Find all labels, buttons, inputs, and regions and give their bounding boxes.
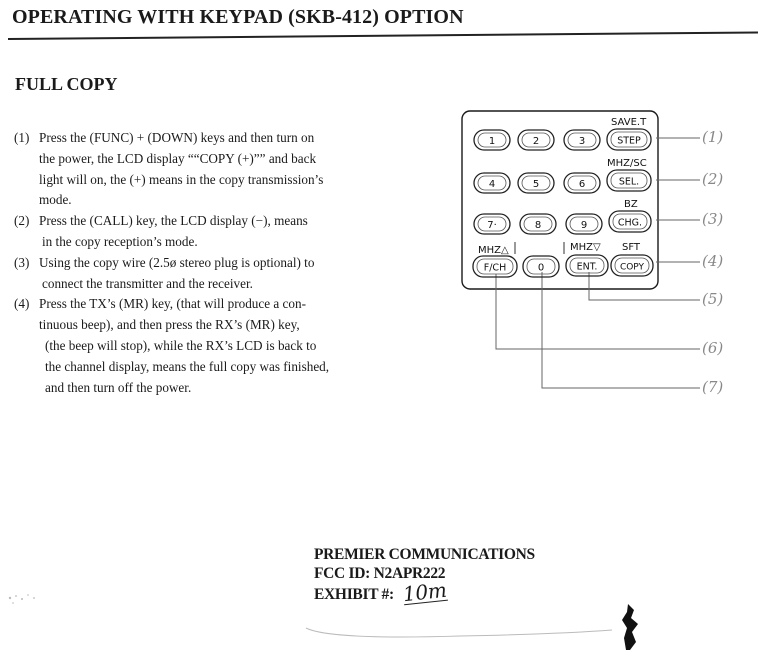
key-step[interactable] bbox=[607, 129, 651, 150]
section-title: FULL COPY bbox=[15, 74, 118, 94]
key-2[interactable] bbox=[518, 130, 554, 150]
label-save-t: SAVE.T bbox=[611, 117, 647, 128]
page-title: OPERATING WITH KEYPAD (SKB-412) OPTION bbox=[12, 6, 464, 28]
instruction-step-1 bbox=[14, 128, 364, 211]
step-number: (4) bbox=[14, 296, 30, 312]
instruction-step-3 bbox=[14, 253, 364, 295]
step-line: (the beep will stop), while the RX’s LCD is back to bbox=[45, 337, 317, 353]
step-line: in the copy reception’s mode. bbox=[42, 233, 198, 249]
label-bz: BZ bbox=[624, 199, 638, 210]
key-chg[interactable] bbox=[609, 211, 651, 232]
svg-text:9: 9 bbox=[580, 220, 588, 231]
step-line: Press the TX’s (MR) key, (that will produce a con- bbox=[39, 296, 306, 312]
label-sft: SFT bbox=[622, 242, 641, 253]
exhibit-handwritten-value: 10m bbox=[402, 577, 448, 607]
step-line: tinuous beep), and then press the RX’s (MR) key, bbox=[39, 317, 300, 333]
scan-artifact-mark bbox=[622, 604, 638, 650]
svg-text:7·: 7· bbox=[487, 220, 497, 231]
svg-text:1: 1 bbox=[488, 136, 496, 147]
fcc-id-label: FCC ID: bbox=[314, 564, 371, 582]
step-line: Press the (CALL) key, the LCD display (−), means bbox=[39, 213, 308, 229]
step-line: and then turn off the power. bbox=[45, 379, 192, 395]
company-name: PREMIER COMMUNICATIONS bbox=[314, 546, 535, 563]
leader-line-6 bbox=[496, 274, 700, 349]
svg-text:SEL.: SEL. bbox=[618, 176, 640, 188]
label-mhz-sc: MHZ/SC bbox=[607, 158, 647, 169]
step-line: connect the transmitter and the receiver. bbox=[42, 275, 253, 291]
step-line: Press the (FUNC) + (DOWN) keys and then turn on bbox=[39, 130, 315, 145]
callout-3: (3) bbox=[702, 210, 724, 228]
title-rule bbox=[8, 31, 758, 40]
scan-artifact-dots bbox=[9, 594, 35, 604]
svg-text:8: 8 bbox=[534, 220, 542, 231]
instruction-step-4 bbox=[14, 294, 364, 398]
label-mhz-down: MHZ▽ bbox=[570, 242, 601, 253]
key-sel[interactable] bbox=[607, 170, 651, 191]
key-7[interactable] bbox=[474, 214, 510, 234]
callout-6: (6) bbox=[702, 339, 724, 357]
step-number: (1) bbox=[14, 130, 30, 145]
svg-text:3: 3 bbox=[578, 136, 586, 147]
exhibit-label: EXHIBIT #: bbox=[314, 586, 394, 603]
fcc-id-value: N2APR222 bbox=[373, 564, 446, 582]
step-line: mode. bbox=[39, 192, 72, 208]
step-number: (3) bbox=[14, 254, 30, 270]
key-ent[interactable] bbox=[566, 255, 608, 276]
key-1[interactable] bbox=[474, 130, 510, 150]
svg-text:5: 5 bbox=[532, 179, 540, 190]
svg-text:ENT.: ENT. bbox=[576, 261, 598, 273]
key-9[interactable] bbox=[566, 214, 602, 234]
svg-text:4: 4 bbox=[488, 179, 496, 190]
svg-text:STEP: STEP bbox=[617, 135, 641, 147]
svg-text:CHG.: CHG. bbox=[617, 217, 643, 229]
svg-text:6: 6 bbox=[578, 179, 586, 190]
key-3[interactable] bbox=[564, 130, 600, 150]
callout-5: (5) bbox=[702, 290, 724, 308]
svg-text:COPY: COPY bbox=[619, 262, 645, 273]
instruction-list bbox=[14, 128, 364, 398]
step-line: light will on, the (+) means in the copy transmission’s bbox=[39, 171, 324, 187]
callout-2: (2) bbox=[702, 170, 724, 188]
callout-leaders bbox=[496, 135, 700, 388]
exhibit-row bbox=[314, 577, 574, 607]
key-0[interactable] bbox=[523, 256, 559, 277]
step-line: Using the copy wire (2.5ø stereo plug is optional) to bbox=[39, 254, 315, 270]
step-number: (2) bbox=[14, 213, 30, 229]
key-f-ch[interactable] bbox=[473, 256, 517, 277]
callout-7: (7) bbox=[702, 378, 724, 396]
label-mhz-up: MHZ△ bbox=[478, 245, 509, 256]
instruction-step-2 bbox=[14, 211, 364, 253]
svg-text:F/CH: F/CH bbox=[483, 262, 507, 274]
key-6[interactable] bbox=[564, 173, 600, 193]
callout-1: (1) bbox=[702, 128, 724, 146]
svg-text:2: 2 bbox=[532, 136, 540, 147]
key-4[interactable] bbox=[474, 173, 510, 193]
key-5[interactable] bbox=[518, 173, 554, 193]
key-8[interactable] bbox=[520, 214, 556, 234]
callout-4: (4) bbox=[702, 252, 724, 270]
footer-block bbox=[314, 546, 574, 605]
step-line: the channel display, means the full copy was finished, bbox=[45, 358, 330, 374]
scan-artifact-curve bbox=[306, 628, 612, 637]
step-line: the power, the LCD display ““COPY (+)”” and back bbox=[39, 150, 317, 166]
svg-text:0: 0 bbox=[537, 262, 545, 274]
key-copy[interactable] bbox=[611, 255, 653, 276]
